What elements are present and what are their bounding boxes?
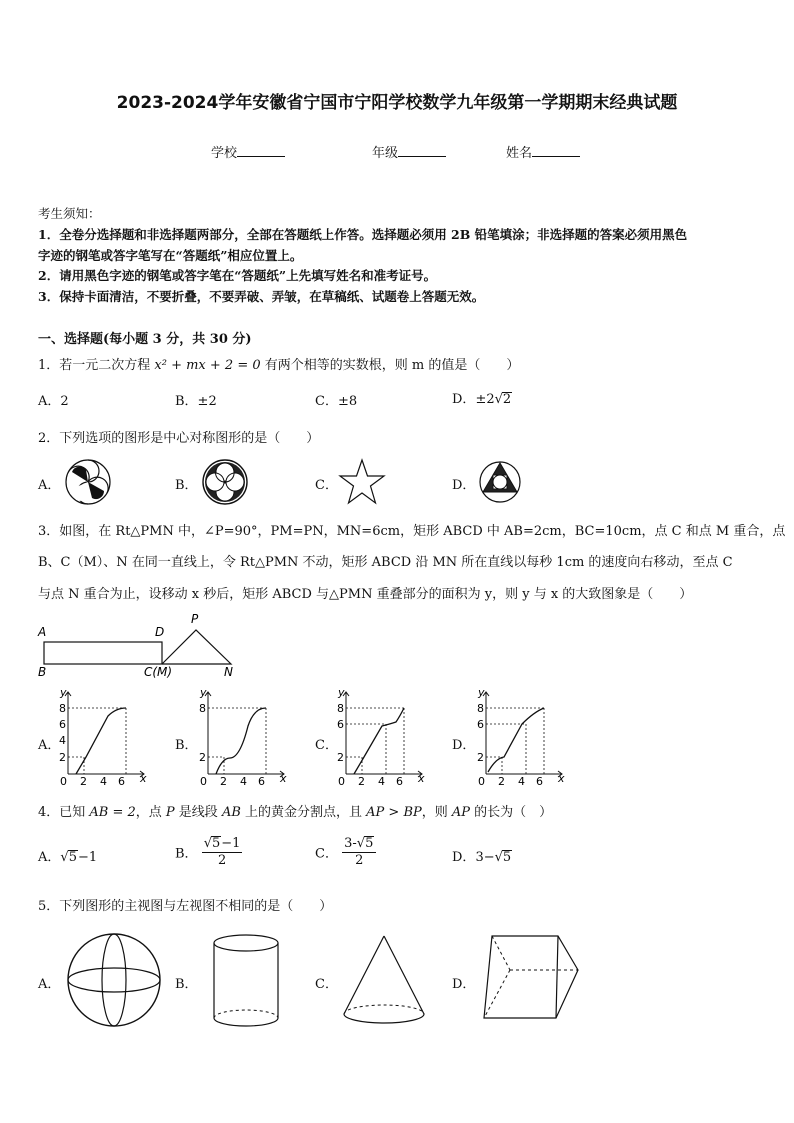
svg-text:2: 2 bbox=[337, 751, 344, 764]
svg-text:x: x bbox=[558, 772, 565, 785]
q3-graph-b bbox=[196, 686, 292, 786]
page-title: 2023-2024学年安徽省宁国市宁阳学校数学九年级第一学期期末经典试题 bbox=[116, 93, 678, 113]
q5-stem: 5．下列图形的主视图与左视图不相同的是（ ） bbox=[38, 899, 333, 914]
q3-figure-rectangle-triangle bbox=[34, 610, 244, 680]
q2-figure-b-circle-petals bbox=[201, 458, 249, 506]
name-field[interactable] bbox=[506, 142, 580, 161]
q2-stem: 2．下列选项的图形是中心对称图形的是（ ） bbox=[38, 431, 320, 446]
grade-blank[interactable] bbox=[398, 144, 446, 157]
q5-figure-d-prism bbox=[480, 930, 584, 1026]
svg-text:0: 0 bbox=[478, 775, 485, 786]
svg-text:0: 0 bbox=[200, 775, 207, 786]
svg-text:8: 8 bbox=[199, 702, 206, 715]
notice-line-1a: 1．全卷分选择题和非选择题两部分，全部在答题纸上作答。选择题必须用 2B 铅笔填涂；非选择题的答案必须用黑色 bbox=[38, 227, 688, 242]
graph-axes bbox=[65, 692, 144, 777]
q2-option-d[interactable]: D． bbox=[452, 478, 476, 493]
section-heading: 一、选择题(每小题 3 分，共 30 分) bbox=[38, 332, 252, 347]
label-n: N bbox=[224, 665, 233, 679]
svg-text:6: 6 bbox=[396, 775, 403, 786]
grade-label: 年级 bbox=[372, 146, 399, 161]
q1-option-d[interactable]: D．±2√2 bbox=[452, 392, 512, 407]
name-label: 姓名 bbox=[506, 146, 533, 161]
school-blank[interactable] bbox=[237, 144, 285, 157]
q4-option-a[interactable]: A．√5−1 bbox=[38, 850, 98, 865]
svg-text:0: 0 bbox=[60, 775, 67, 786]
q3-graph-d bbox=[474, 686, 570, 786]
svg-text:y: y bbox=[478, 686, 485, 699]
graph-curve bbox=[216, 708, 266, 774]
q5-option-c[interactable]: C． bbox=[315, 977, 338, 992]
q4-option-c[interactable]: C． $\frac{3-√5}{2}$ bbox=[315, 836, 376, 868]
svg-text:4: 4 bbox=[518, 775, 525, 786]
q3-option-d[interactable]: D． bbox=[452, 738, 476, 753]
svg-text:2: 2 bbox=[498, 775, 505, 786]
q3-stem-line-1: 3．如图，在 Rt△PMN 中，∠P=90°，PM=PN，MN=6cm，矩形 ABCD 中 AB=2cm，BC=10cm，点 C 和点 M 重合，点 bbox=[38, 524, 786, 539]
svg-text:6: 6 bbox=[477, 718, 484, 731]
svg-text:x: x bbox=[140, 772, 147, 785]
graph-curve bbox=[354, 708, 404, 774]
q3-option-b[interactable]: B． bbox=[175, 738, 198, 753]
q4-option-d[interactable]: D．3−√5 bbox=[452, 850, 512, 865]
q3-graph-a bbox=[56, 686, 152, 786]
graph-curve bbox=[488, 708, 544, 772]
school-label: 学校 bbox=[211, 146, 238, 161]
svg-text:0: 0 bbox=[338, 775, 345, 786]
q2-figure-c-star bbox=[337, 458, 387, 506]
q2-figure-a-triskelion bbox=[64, 458, 112, 506]
q5-figure-a-sphere bbox=[64, 930, 164, 1030]
q5-option-a[interactable]: A． bbox=[38, 977, 61, 992]
svg-text:x: x bbox=[280, 772, 287, 785]
label-b: B bbox=[38, 665, 47, 679]
svg-text:8: 8 bbox=[59, 702, 66, 715]
svg-text:4: 4 bbox=[59, 734, 66, 747]
svg-text:6: 6 bbox=[59, 718, 66, 731]
q3-stem-line-2: B、C（M）、N 在同一直线上，令 Rt△PMN 不动，矩形 ABCD 沿 MN 所在直线以每秒 1cm 的速度向右移动，至点 C bbox=[38, 555, 733, 570]
q2-option-b[interactable]: B． bbox=[175, 478, 198, 493]
q3-graph-c bbox=[334, 686, 430, 786]
q4-option-b[interactable]: B． $\frac{√5-1}{2}$ bbox=[175, 836, 241, 868]
svg-text:y: y bbox=[338, 686, 345, 699]
q1-option-a[interactable]: A．2 bbox=[38, 394, 69, 409]
q1-stem: 1．若一元二次方程 x² + mx + 2 = 0 有两个相等的实数根，则 m 的值是（ ） bbox=[38, 358, 520, 373]
svg-text:y: y bbox=[60, 686, 67, 699]
svg-text:2: 2 bbox=[220, 775, 227, 786]
q4-stem: 4．已知 AB = 2，点 P 是线段 AB 上的黄金分割点，且 AP > BP，则 AP 的长为（ ） bbox=[38, 805, 553, 820]
notice-line-1b: 字迹的钢笔或答字笔写在“答题纸”相应位置上。 bbox=[38, 248, 303, 263]
svg-text:2: 2 bbox=[358, 775, 365, 786]
q5-option-d[interactable]: D． bbox=[452, 977, 476, 992]
svg-text:2: 2 bbox=[59, 751, 66, 764]
q3-option-c[interactable]: C． bbox=[315, 738, 338, 753]
svg-text:2: 2 bbox=[80, 775, 87, 786]
q1-option-b[interactable]: B．±2 bbox=[175, 394, 217, 409]
q3-option-a[interactable]: A． bbox=[38, 738, 61, 753]
svg-text:4: 4 bbox=[100, 775, 107, 786]
q2-option-a[interactable]: A． bbox=[38, 478, 61, 493]
svg-text:6: 6 bbox=[258, 775, 265, 786]
svg-text:6: 6 bbox=[536, 775, 543, 786]
svg-text:8: 8 bbox=[337, 702, 344, 715]
name-blank[interactable] bbox=[532, 144, 580, 157]
school-field[interactable] bbox=[211, 142, 285, 161]
svg-text:4: 4 bbox=[240, 775, 247, 786]
svg-text:y: y bbox=[200, 686, 207, 699]
q3-stem-line-3: 与点 N 重合为止，设移动 x 秒后，矩形 ABCD 与△PMN 重叠部分的面积为 y，则 y 与 x 的大致图象是（ ） bbox=[38, 587, 693, 602]
q5-figure-b-cylinder bbox=[208, 932, 284, 1030]
label-cm: C(M) bbox=[144, 665, 173, 679]
notice-heading: 考生须知： bbox=[38, 206, 101, 221]
q2-figure-d-circle-triangle bbox=[478, 460, 522, 504]
svg-text:4: 4 bbox=[378, 775, 385, 786]
notice-line-3: 3．保持卡面清洁，不要折叠，不要弄破、弄皱，在草稿纸、试题卷上答题无效。 bbox=[38, 289, 485, 304]
q2-option-c[interactable]: C． bbox=[315, 478, 338, 493]
label-a: A bbox=[38, 625, 47, 639]
q5-figure-c-cone bbox=[338, 932, 430, 1030]
svg-text:2: 2 bbox=[199, 751, 206, 764]
svg-text:6: 6 bbox=[118, 775, 125, 786]
q1-option-c[interactable]: C．±8 bbox=[315, 394, 358, 409]
graph-curve bbox=[76, 708, 126, 774]
label-p: P bbox=[191, 612, 199, 626]
svg-text:2: 2 bbox=[477, 751, 484, 764]
grade-field[interactable] bbox=[372, 142, 446, 161]
svg-text:x: x bbox=[418, 772, 425, 785]
notice-line-2: 2．请用黑色字迹的钢笔或答字笔在“答题纸”上先填写姓名和准考证号。 bbox=[38, 268, 437, 283]
q5-option-b[interactable]: B． bbox=[175, 977, 198, 992]
label-d: D bbox=[155, 625, 165, 639]
svg-text:6: 6 bbox=[337, 718, 344, 731]
svg-text:8: 8 bbox=[477, 702, 484, 715]
